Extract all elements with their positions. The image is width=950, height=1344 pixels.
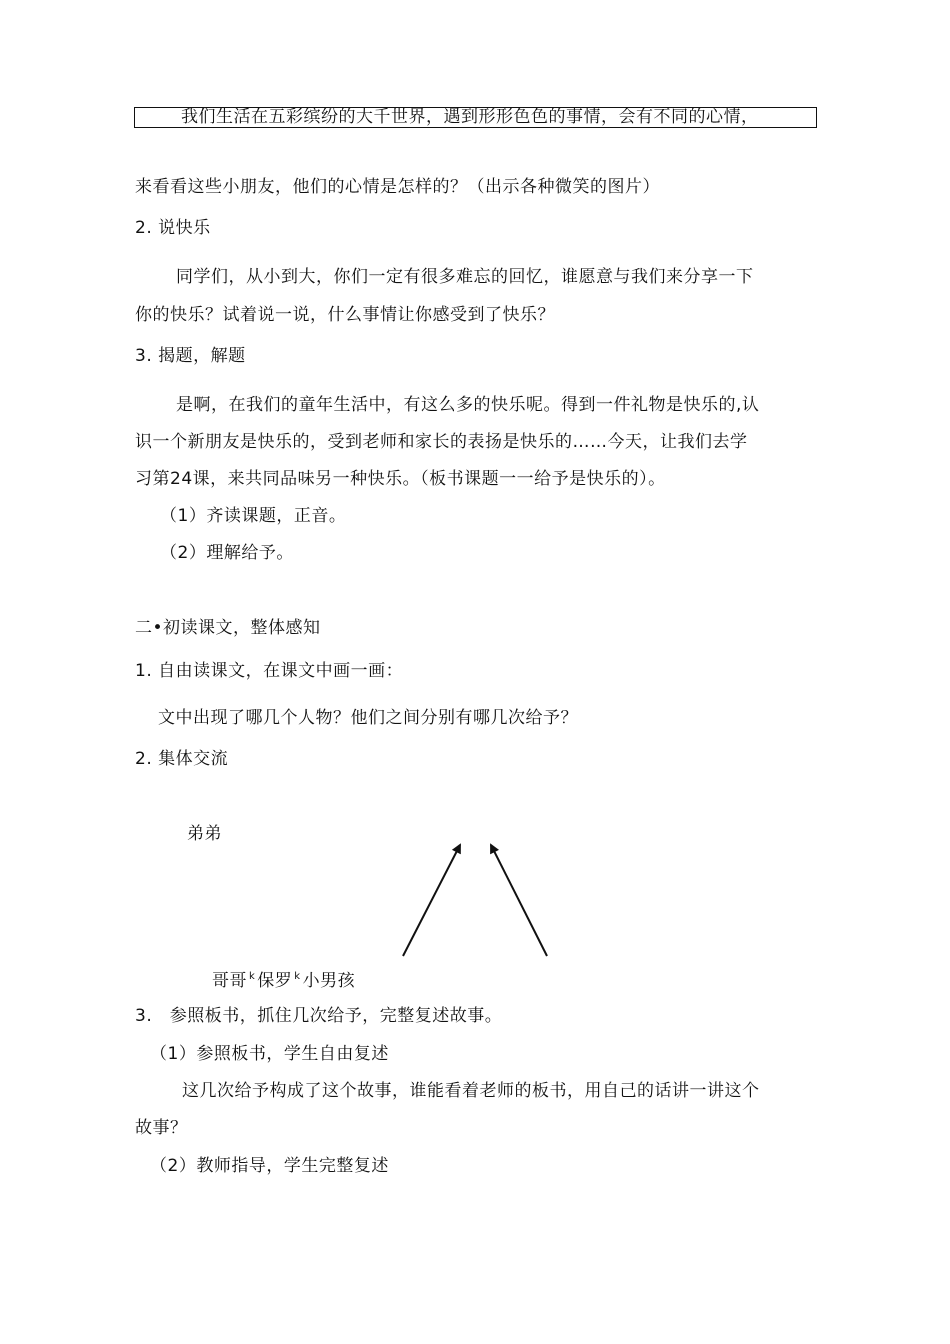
section-heading: 1. 自由读课文，在课文中画一画： [135, 661, 404, 681]
paragraph-line: 识一个新朋友是快乐的，受到老师和家长的表扬是快乐的……今天，让我们去学 [135, 432, 748, 452]
paragraph-line: 这几次给予构成了这个故事，谁能看着老师的板书，用自己的话讲一讲这个 [182, 1081, 760, 1101]
paragraph-line: 来看看这些小朋友，他们的心情是怎样的？（出示各种微笑的图片） [135, 177, 660, 197]
paragraph-line: 习第24课，来共同品味另一种快乐。（板书课题一一给予是快乐的）。 [135, 469, 666, 489]
diagram-label-boy: 小男孩 [302, 971, 356, 991]
list-item: （1）齐读课题，正音。 [160, 506, 347, 526]
paragraph-line: 故事？ [135, 1118, 188, 1138]
arrow-left [403, 845, 460, 956]
diagram-arrows [390, 830, 560, 965]
paragraph-line: 你的快乐？试着说一说，什么事情让你感受到了快乐？ [135, 305, 555, 325]
paragraph-line: 是啊，在我们的童年生活中，有这么多的快乐呢。得到一件礼物是快乐的,认 [176, 395, 760, 415]
section-heading: 3. 揭题，解题 [135, 346, 246, 366]
paragraph-line: 文中出现了哪几个人物？他们之间分别有哪几次给予？ [158, 708, 578, 728]
section-heading: 2. 集体交流 [135, 749, 229, 769]
diagram-bottom-labels [212, 966, 355, 992]
section-heading: 2. 说快乐 [135, 218, 211, 238]
section-heading: 3. 参照板书，抓住几次给予，完整复述故事。 [135, 1006, 503, 1026]
k-mark: k [249, 971, 256, 982]
list-item: （1）参照板书，学生自由复述 [150, 1044, 389, 1064]
arrow-right [491, 845, 547, 956]
diagram-label-gege: 哥哥 [212, 971, 247, 991]
diagram-label-baoluo: 保罗 [257, 971, 293, 991]
k-mark: k [294, 971, 301, 982]
list-item: （2）教师指导，学生完整复述 [150, 1156, 389, 1176]
boxed-paragraph-line [134, 107, 817, 128]
paragraph-line: 同学们，从小到大，你们一定有很多难忘的回忆，谁愿意与我们来分享一下 [176, 267, 754, 287]
boxed-line-text: 我们生活在五彩缤纷的大千世界，遇到形形色色的事情，会有不同的心情， [181, 107, 759, 127]
section-heading: 二•初读课文，整体感知 [135, 618, 321, 638]
diagram-label-didi: 弟弟 [187, 824, 222, 844]
list-item: （2）理解给予。 [160, 543, 294, 563]
